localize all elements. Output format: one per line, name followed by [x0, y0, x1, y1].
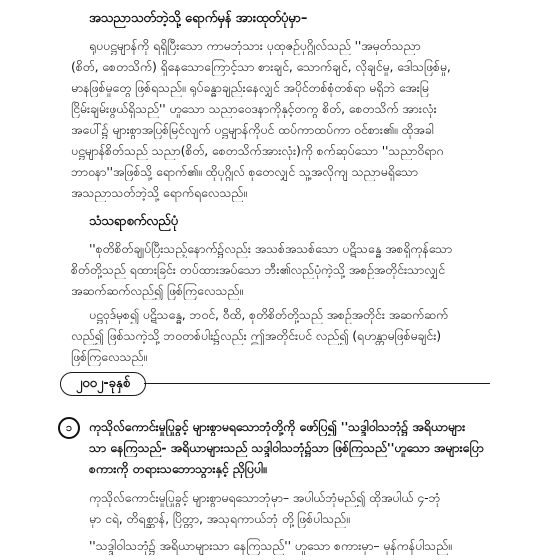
cropped-previous-line	[0, 0, 560, 6]
paragraph-line: ပဋ္ဌဝုဒ်မှစ၍ ပဋိသန္ဓေ, ဘဝင်, ဝီထိ, စုတိစိတ်တို့သည် အစဉ်အတိုင်း အဆက်ဆက်	[89, 307, 449, 322]
question-number-circle: ၁	[58, 417, 80, 439]
answer-line: ''သဒ္ဒါဝါသဘုံ၌ အရိယာများသာ နေကြသည်'' ဟူသော စကားမှာ– မှန်ကန်ပါသည်။	[89, 538, 452, 553]
answer-line: မှာ ငရဲ, တိရစ္ဆာန်, ပြိတ္တာ, အသုရကာယ်ဘုံ တို့ဖြစ်ပါသည်။	[89, 511, 350, 526]
paragraph-line: ဖြစ်ကြလေသည်။	[71, 349, 148, 364]
paragraph-line: အပေါ်၌ များစွာအပြစ်မြင်လျက် ပဋ္ဌမျာန်ကိုပင် ထပ်ကာထပ်ကာ ဝင်စား၏။ ထိုအခါ	[71, 122, 434, 137]
answer-line: ကုသိုလ်ကောင်းမှုပြုခွင့် များစွာမရသောဘုံမှာ– အပါယ်ဘုံမည်၍ ထိုအပါယ် ၄-ဘုံ	[89, 490, 441, 505]
paragraph-line: မာနဖြစ်မှုတွေ ဖြစ်ရသည်။ ရုပ်ခန္ဓာချည်းနေလျှင် အပိုင်တစ်စုံတစ်ရာ မရှိဘဲ အေးမြ	[71, 80, 429, 95]
paragraph-line: စိတ်တို့သည် ရထားခြင်း တပ်ထားအပ်သော ဘီး၏လည်ပုံကဲ့သို့ အစဉ်အတိုင်းသာလျှင်	[71, 262, 445, 277]
paragraph-line: ''စုတိစိတ်ချုပ်ပြီးသည့်နောက်၌လည်း အသစ်အသစ်သော ပဋိသန္ဓေ အစရှိကုန်သော	[89, 241, 453, 256]
paragraph-line: (စိတ်, စေတသိက်) ရှိနေသောကြောင့်သာ စားချင်, သောက်ချင်, လိုချင်မှု, ဒေါသဖြစ်မှု,	[71, 59, 451, 74]
year-label-box: ၂၀၀၂-ခုနှစ်	[60, 372, 146, 396]
paragraph-line: ဘာဝနာ''အဖြစ်သို့ ရောက်၏။ ထိုပုဂ္ဂိုလ် စုတေလျှင် သူ့အလိုကျ သညာမရှိသော	[71, 164, 418, 179]
paragraph-line: ရုပပဋ္ဌမျာန်ကို ရရှိပြီးသော ကာမဘုံသား ပုထုဇဉ်ပုဂ္ဂိုလ်သည် ''အမှတ်သညာ	[89, 38, 421, 53]
paragraph-line: အဆက်ဆက်လည်၍ ဖြစ်ကြလေသည်။	[71, 283, 243, 298]
question-line: သာ နေကြသည်- အရိယာများသည် သဒ္ဒါဝါသဘုံ၌သာ ဖြစ်ကြသည်''ဟူသော အများပြော	[89, 440, 484, 455]
question-line: ကုသိုလ်ကောင်းမှုပြုခွင့် များစွာမရသောဘုံတို့ကို ဖော်ပြ၍ ''သဒ္ဒါဝါသဘုံ၌ အရိယာများ	[89, 419, 466, 434]
question-line: စကားကို တရားသဘောသွားနှင့် ညှိပြပါ။	[89, 461, 267, 476]
paragraph-line: ငြိမ်းချမ်းဖွယ်ရှိသည်'' ဟူသော သညာဝေဒနာကိုနှင့်တကွ စိတ်, စေတသိက် အားလုံး	[71, 101, 437, 116]
section-heading-samsara: သံသရာစက်လည်ပုံ	[89, 214, 178, 229]
paragraph-line: အသညာသတ်ဘဲ့သို့ ရောက်ရလေသည်။	[71, 185, 247, 200]
section-heading-asanna: အသညာသတ်ဘဲ့သို့ ရောက်မှန် အားထုတ်ပုံမှာ–	[89, 11, 308, 26]
paragraph-line: ပဋ္ဌမျာန်စိတ်သည် သညာ(စိတ်, စေတသိက်အားလုံး)ကို စက်ဆုပ်သော ''သညာဝိရာဂ	[71, 143, 444, 158]
paragraph-line: လည်၍ ဖြစ်သကဲ့သို့ ဘဝတစ်ပါး၌လည်း ဤအတိုင်းပင် လည်၍ (ရဟန္တာမဖြစ်မချင်း)	[71, 328, 441, 343]
section-divider	[144, 383, 490, 384]
